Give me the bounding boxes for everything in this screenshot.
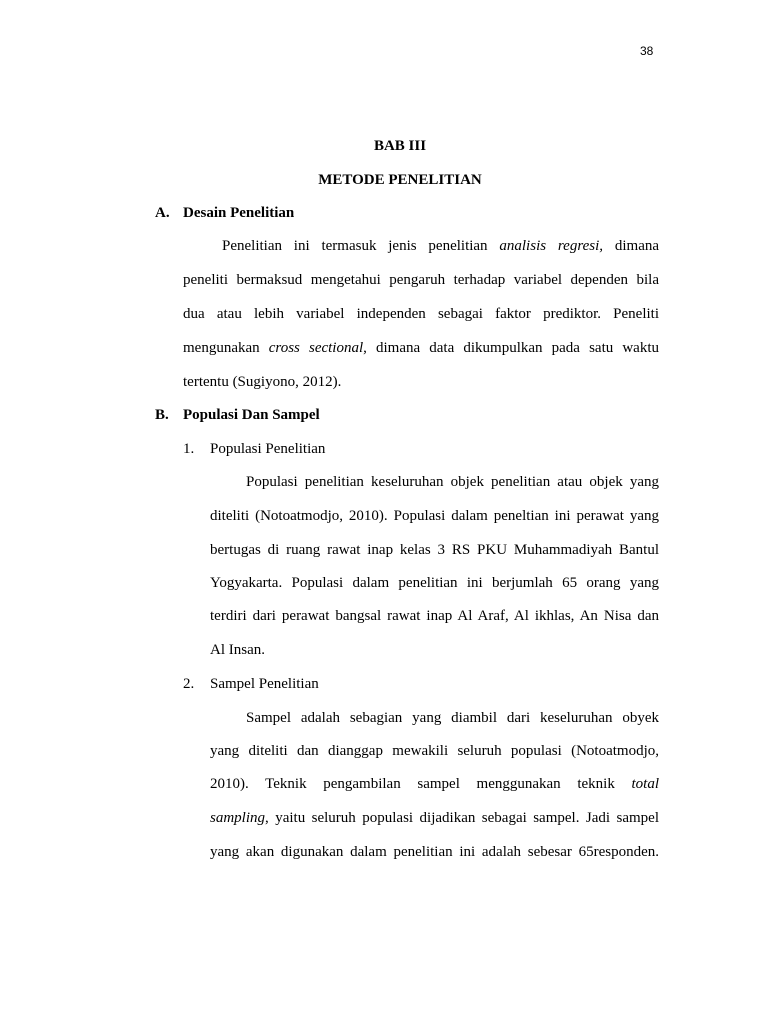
paragraph-line: tertentu (Sugiyono, 2012). — [183, 374, 342, 390]
page-number: 38 — [640, 44, 654, 58]
paragraph-line: sampling, yaitu seluruh populasi dijadikan sebagai sampel. Jadi sampel — [210, 810, 659, 826]
subsection-1-heading — [183, 441, 325, 458]
section-a-label: A. — [155, 205, 170, 221]
paragraph-line: mengunakan cross sectional, dimana data dikumpulkan pada satu waktu — [183, 340, 660, 356]
paragraph-line: dua atau lebih variabel independen sebagai faktor prediktor. Peneliti — [183, 306, 659, 322]
section-a-heading — [155, 205, 294, 222]
subsection-1-title: Populasi Penelitian — [210, 441, 326, 457]
section-b-heading — [155, 407, 320, 424]
subsection-2-title: Sampel Penelitian — [210, 676, 319, 692]
paragraph-line: bertugas di ruang rawat inap kelas 3 RS PKU Muhammadiyah Bantul — [210, 542, 659, 558]
chapter-title: METODE PENELITIAN — [318, 172, 482, 188]
subsection-2-label: 2. — [183, 676, 195, 692]
subsection-2-heading — [183, 676, 319, 693]
paragraph-line: peneliti bermaksud mengetahui pengaruh terhadap variabel dependen bila — [183, 272, 659, 288]
paragraph-line: Populasi penelitian keseluruhan objek penelitian atau objek yang — [246, 474, 659, 490]
paragraph-line: yang akan digunakan dalam penelitian ini adalah sebesar 65responden. — [210, 844, 659, 860]
section-b-label: B. — [155, 407, 169, 423]
chapter-label: BAB III — [373, 138, 427, 154]
section-a-title: Desain Penelitian — [183, 205, 295, 221]
section-b-title: Populasi Dan Sampel — [183, 407, 320, 423]
paragraph-line: 2010). Teknik pengambilan sampel menggunakan teknik total — [210, 776, 659, 792]
subsection-1-label: 1. — [183, 441, 195, 457]
paragraph-line: yang diteliti dan dianggap mewakili seluruh populasi (Notoatmodjo, — [210, 743, 659, 759]
paragraph-line: diteliti (Notoatmodjo, 2010). Populasi dalam peneltian ini perawat yang — [210, 508, 659, 524]
paragraph-line: terdiri dari perawat bangsal rawat inap Al Araf, Al ikhlas, An Nisa dan — [210, 608, 659, 624]
paragraph-line: Penelitian ini termasuk jenis penelitian analisis regresi, dimana — [222, 238, 660, 254]
paragraph-line: Al Insan. — [210, 642, 265, 658]
paragraph-line: Sampel adalah sebagian yang diambil dari keseluruhan obyek — [246, 710, 659, 726]
paragraph-line: Yogyakarta. Populasi dalam penelitian ini berjumlah 65 orang yang — [210, 575, 659, 591]
